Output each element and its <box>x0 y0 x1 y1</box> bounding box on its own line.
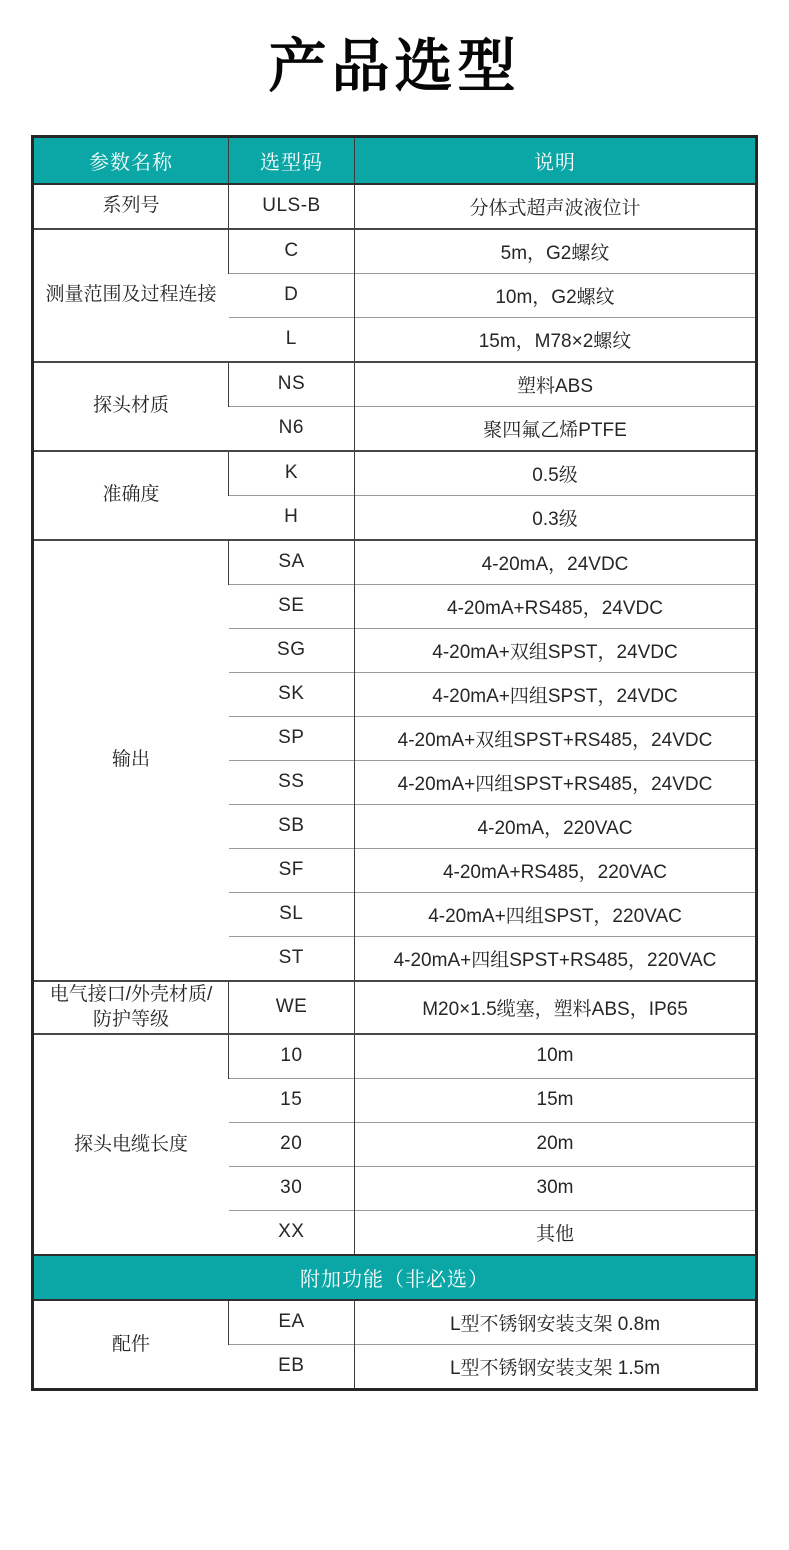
description-cell: 4-20mA+四组SPST，220VAC <box>355 892 757 936</box>
selection-code-cell: SB <box>229 804 355 848</box>
description-cell: 4-20mA+四组SPST，24VDC <box>355 672 757 716</box>
table-row <box>33 451 757 496</box>
description-cell: 4-20mA+双组SPST+RS485，24VDC <box>355 716 757 760</box>
description-cell: M20×1.5缆塞，塑料ABS，IP65 <box>355 981 757 1034</box>
param-name-cell: 探头材质 <box>33 362 229 451</box>
description-cell: 15m <box>355 1078 757 1122</box>
description-cell: 15m，M78×2螺纹 <box>355 317 757 362</box>
param-name-cell: 系列号 <box>33 184 229 229</box>
table-row <box>33 981 757 1034</box>
col-header-selection-code: 选型码 <box>229 136 355 184</box>
header-row <box>33 136 757 184</box>
param-name-cell: 测量范围及过程连接 <box>33 229 229 362</box>
page-title: 产品选型 <box>268 34 521 99</box>
description-cell: 4-20mA+RS485，220VAC <box>355 848 757 892</box>
optional-features-banner-label: 附加功能（非必选） <box>33 1255 757 1300</box>
table-row <box>33 540 757 585</box>
selection-code-cell: 30 <box>229 1166 355 1210</box>
description-cell: 4-20mA+RS485，24VDC <box>355 584 757 628</box>
table-row <box>33 229 757 274</box>
description-cell: 0.3级 <box>355 495 757 540</box>
selection-code-cell: SK <box>229 672 355 716</box>
selection-code-cell: N6 <box>229 406 355 451</box>
description-cell: 聚四氟乙烯PTFE <box>355 406 757 451</box>
table-row <box>33 1300 757 1345</box>
selection-code-cell: C <box>229 229 355 274</box>
description-cell: 4-20mA+双组SPST，24VDC <box>355 628 757 672</box>
table-row <box>33 362 757 407</box>
selection-code-cell: 20 <box>229 1122 355 1166</box>
description-cell: 30m <box>355 1166 757 1210</box>
col-header-param-name: 参数名称 <box>33 136 229 184</box>
optional-features-banner-row <box>33 1255 757 1300</box>
description-cell: 塑料ABS <box>355 362 757 407</box>
param-name-cell: 配件 <box>33 1300 229 1390</box>
param-name-cell: 探头电缆长度 <box>33 1034 229 1255</box>
col-header-description: 说明 <box>355 136 757 184</box>
selection-code-cell: D <box>229 273 355 317</box>
description-cell: L型不锈钢安装支架 0.8m <box>355 1300 757 1345</box>
description-cell: L型不锈钢安装支架 1.5m <box>355 1344 757 1389</box>
description-cell: 10m <box>355 1034 757 1079</box>
selection-code-cell: 15 <box>229 1078 355 1122</box>
selection-code-cell: EA <box>229 1300 355 1345</box>
page <box>0 34 789 1391</box>
selection-code-cell: SL <box>229 892 355 936</box>
description-cell: 其他 <box>355 1210 757 1255</box>
selection-code-cell: SE <box>229 584 355 628</box>
table-row <box>33 1034 757 1079</box>
table-header <box>33 136 757 184</box>
selection-code-cell: SG <box>229 628 355 672</box>
table-row <box>33 184 757 229</box>
selection-code-cell: SF <box>229 848 355 892</box>
description-cell: 分体式超声波液位计 <box>355 184 757 229</box>
selection-code-cell: XX <box>229 1210 355 1255</box>
table-body <box>33 184 757 1390</box>
description-cell: 4-20mA，220VAC <box>355 804 757 848</box>
selection-code-cell: SA <box>229 540 355 585</box>
param-name-cell: 电气接口/外壳材质/防护等级 <box>33 981 229 1034</box>
selection-code-cell: L <box>229 317 355 362</box>
selection-code-cell: ULS-B <box>229 184 355 229</box>
selection-code-cell: EB <box>229 1344 355 1389</box>
description-cell: 4-20mA+四组SPST+RS485，220VAC <box>355 936 757 981</box>
description-cell: 4-20mA+四组SPST+RS485，24VDC <box>355 760 757 804</box>
description-cell: 20m <box>355 1122 757 1166</box>
selection-code-cell: SP <box>229 716 355 760</box>
description-cell: 0.5级 <box>355 451 757 496</box>
selection-code-cell: 10 <box>229 1034 355 1079</box>
description-cell: 10m，G2螺纹 <box>355 273 757 317</box>
selection-code-cell: WE <box>229 981 355 1034</box>
selection-code-cell: H <box>229 495 355 540</box>
description-cell: 4-20mA，24VDC <box>355 540 757 585</box>
selection-code-cell: NS <box>229 362 355 407</box>
param-name-cell: 输出 <box>33 540 229 981</box>
param-name-cell: 准确度 <box>33 451 229 540</box>
product-selection-table <box>31 135 758 1391</box>
description-cell: 5m，G2螺纹 <box>355 229 757 274</box>
selection-code-cell: SS <box>229 760 355 804</box>
selection-code-cell: ST <box>229 936 355 981</box>
selection-code-cell: K <box>229 451 355 496</box>
